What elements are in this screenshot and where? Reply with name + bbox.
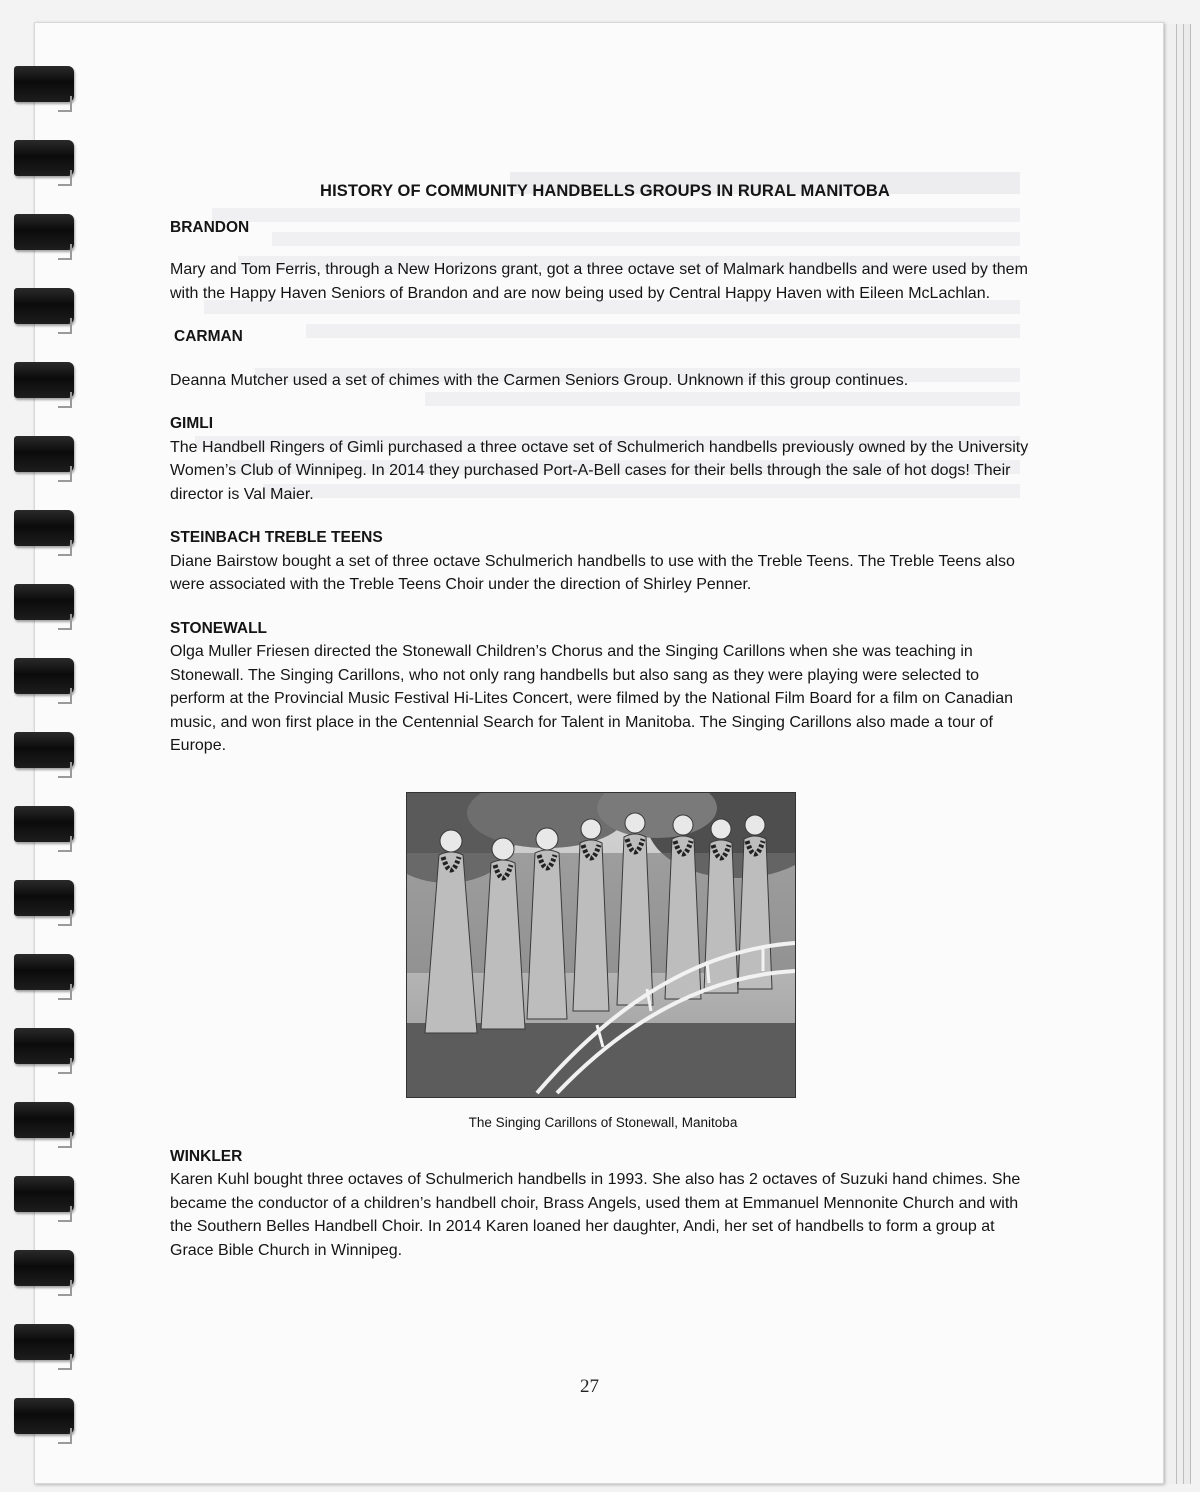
binding-coil [14,1176,74,1212]
group-photo [406,792,796,1098]
section-body: The Handbell Ringers of Gimli purchased a three octave set of Schulmerich handbells previously owned by the University Women’s Club of Winnipeg. In 2014 they purchased Port-A-Bell cases for their bells through the sale of hot dogs! Their director is Val Maier. [170,438,1029,503]
binding-coil [14,288,74,324]
section-heading: GIMLI [170,415,214,432]
binding-coil [14,732,74,768]
document-title: HISTORY OF COMMUNITY HANDBELLS GROUPS IN RURAL MANITOBA [320,182,890,200]
section-heading: CARMAN [174,328,243,345]
binding-coil [14,1102,74,1138]
section-heading: WINKLER [170,1147,243,1165]
section-heading: STONEWALL [170,619,268,637]
section-heading: STEINBACH TREBLE TEENS [170,529,383,546]
binding-coil [14,214,74,250]
binding-coil [14,806,74,842]
section-body: Olga Muller Friesen directed the Stonewall Children’s Chorus and the Singing Carillons when she was teaching in Stonewall. The Singing Carillons, who not only rang handbells but also sang as they were playing were selected to perform at the Provincial Music Festival Hi-Lites Concert, were filmed by the National Film Board for a film on Canadian music, and won first place in the Centennial Search for Talent in Manitoba. The Singing Carillons also made a tour of Europe. [170,643,1013,754]
binding-coil [14,658,74,694]
binding-coil [14,362,74,398]
section-body: Diane Bairstow bought a set of three octave Schulmerich handbells to use with the Treble Teens. The Treble Teens also were associated with the Treble Teens Choir under the direction of Shirley Penner. [170,552,1015,593]
binding-coil [14,1250,74,1286]
binding-coil [14,880,74,916]
binding-coil [14,1028,74,1064]
section-body: Karen Kuhl bought three octaves of Schulmerich handbells in 1993. She also has 2 octaves of Suzuki hand chimes. She became the conductor of a children’s handbell choir, Brass Angels, used them at Emmanuel Mennonite Church and with the Southern Belles Handbell Choir. In 2014 Karen loaned her daughter, Andi, her set of handbells to form a group at Grace Bible Church in Winnipeg. [170,1171,1021,1259]
page-number: 27 [580,1376,599,1397]
binding-coil [14,584,74,620]
binding-coil [14,510,74,546]
binding-coil [14,140,74,176]
binding-coil [14,1398,74,1434]
section-heading: BRANDON [170,218,250,236]
section-brandon [170,216,1030,306]
binding-coil [14,66,74,102]
binding-coil [14,954,74,990]
section-carman [170,325,1030,392]
photo-illustration [407,793,795,1097]
section-winkler [170,1145,1030,1263]
section-body: Deanna Mutcher used a set of chimes with the Carmen Seniors Group. Unknown if this group continues. [170,371,909,389]
section-gimli [170,412,1030,506]
page-content [170,176,1030,1262]
binding-coil [14,1324,74,1360]
binding-coil [14,436,74,472]
section-stonewall [170,617,1030,758]
photo-figure [170,792,1030,1135]
section-body: Mary and Tom Ferris, through a New Horizons grant, got a three octave set of Malmark handbells and were used by them with the Happy Haven Seniors of Brandon and are now being used by Central Happy Haven with Eileen McLachlan. [170,261,1028,302]
spiral-binding [0,40,80,1480]
photo-caption: The Singing Carillons of Stonewall, Manitoba [468,1115,738,1130]
section-steinbach-treble-teens [170,526,1030,597]
